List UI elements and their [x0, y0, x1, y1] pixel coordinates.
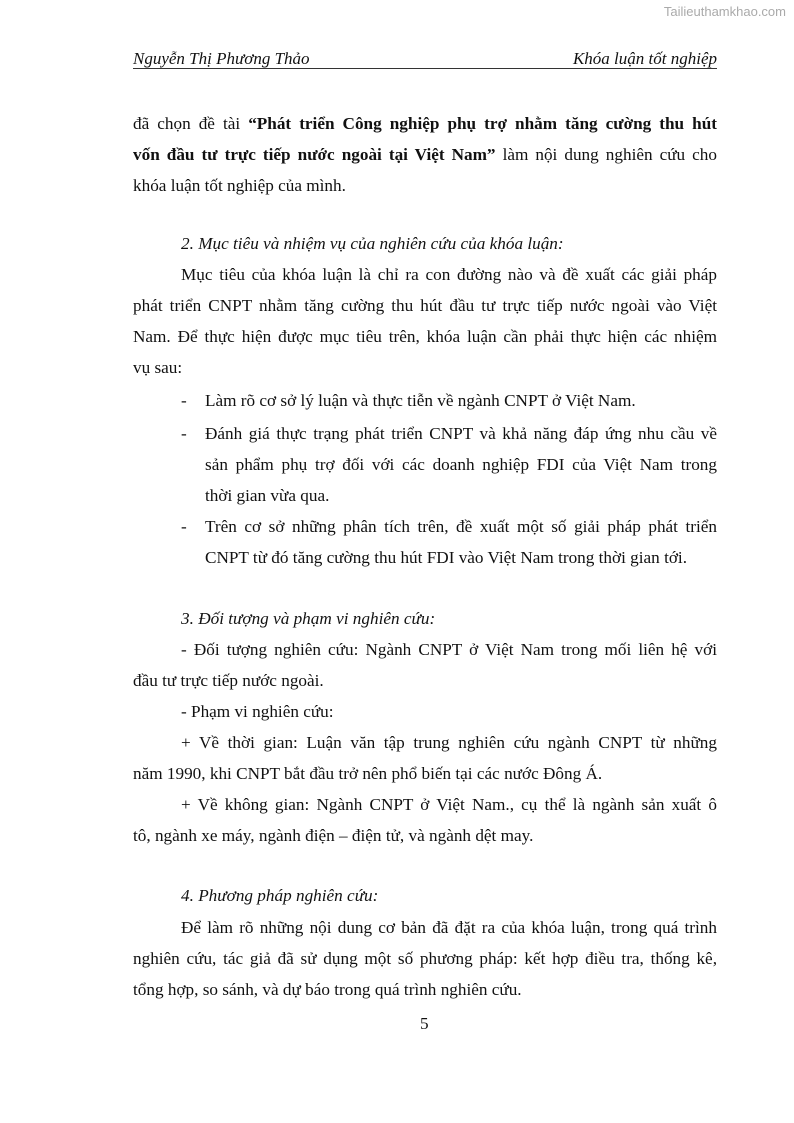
bullet-line: thời gian vừa qua.	[205, 486, 330, 505]
intro-line-3: khóa luận tốt nghiệp của mình.	[133, 176, 346, 195]
paragraph-line: - Phạm vi nghiên cứu:	[181, 702, 334, 721]
watermark: Tailieuthamkhao.com	[663, 4, 786, 19]
paragraph-line: đầu tư trực tiếp nước ngoài.	[133, 671, 324, 690]
bullet-dash: -	[181, 517, 187, 536]
paragraph-line: + Về không gian: Ngành CNPT ở Việt Nam., cụ thể là ngành sản xuất ô	[181, 795, 717, 814]
bullet-dash: -	[181, 424, 187, 443]
bullet-dash: -	[181, 391, 187, 410]
paragraph-line: nghiên cứu, tác giả đã sử dụng một số phương pháp: kết hợp điều tra, thống kê,	[133, 949, 717, 968]
bullet-line: Trên cơ sở những phân tích trên, đề xuất một số giải pháp phát triển	[205, 517, 717, 536]
paragraph-line: năm 1990, khi CNPT bắt đầu trở nên phổ biến tại các nước Đông Á.	[133, 764, 603, 783]
bullet-line: sản phẩm phụ trợ đối với các doanh nghiệp FDI của Việt Nam trong	[205, 455, 717, 474]
paragraph-line: tổng hợp, so sánh, và dự báo trong quá trình nghiên cứu.	[133, 980, 522, 999]
section-4-heading: 4. Phương pháp nghiên cứu:	[181, 886, 379, 905]
bullet-line: Đánh giá thực trạng phát triển CNPT và khả năng đáp ứng nhu cầu về	[205, 424, 717, 443]
bullet-line: Làm rõ cơ sở lý luận và thực tiễn về ngành CNPT ở Việt Nam.	[205, 391, 636, 410]
section-3-heading: 3. Đối tượng và phạm vi nghiên cứu:	[181, 609, 436, 628]
paragraph-line: Để làm rõ những nội dung cơ bản đã đặt ra của khóa luận, trong quá trình	[181, 918, 717, 937]
paragraph-line: vụ sau:	[133, 358, 183, 377]
page-header	[133, 50, 717, 69]
paragraph-line: - Đối tượng nghiên cứu: Ngành CNPT ở Việt Nam trong mối liên hệ với	[181, 640, 717, 659]
page-number: 5	[420, 1014, 429, 1033]
intro-line-2: vốn đầu tư trực tiếp nước ngoài tại Việt Nam” làm nội dung nghiên cứu cho	[133, 145, 717, 164]
paragraph-line: Nam. Để thực hiện được mục tiêu trên, khóa luận cần phải thực hiện các nhiệm	[133, 327, 717, 346]
paragraph-line: phát triển CNPT nhằm tăng cường thu hút đầu tư trực tiếp nước ngoài vào Việt	[133, 296, 717, 315]
header-title: Khóa luận tốt nghiệp	[572, 49, 717, 68]
paragraph-line: tô, ngành xe máy, ngành điện – điện tử, và ngành dệt may.	[133, 826, 534, 845]
section-2-heading: 2. Mục tiêu và nhiệm vụ của nghiên cứu của khóa luận:	[181, 234, 564, 253]
header-author: Nguyễn Thị Phương Thảo	[133, 49, 310, 68]
paragraph-line: + Về thời gian: Luận văn tập trung nghiên cứu ngành CNPT từ những	[181, 733, 717, 752]
bullet-line: CNPT từ đó tăng cường thu hút FDI vào Việt Nam trong thời gian tới.	[205, 548, 688, 567]
intro-line-1: đã chọn đề tài “Phát triển Công nghiệp phụ trợ nhằm tăng cường thu hút	[133, 114, 717, 133]
paragraph-line: Mục tiêu của khóa luận là chỉ ra con đường nào và đề xuất các giải pháp	[181, 265, 717, 284]
